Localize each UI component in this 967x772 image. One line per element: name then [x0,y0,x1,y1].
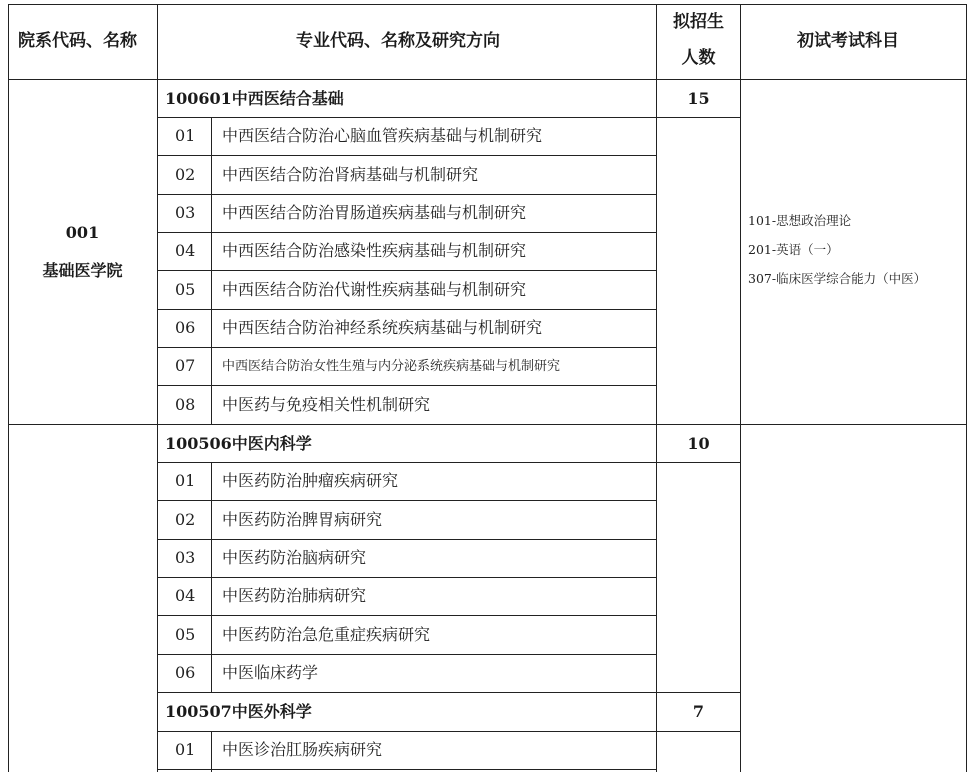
row-rule [157,769,656,770]
direction-code: 03 [175,548,196,567]
row-rule [157,117,740,118]
direction-name: 中医药防治急危重症疾病研究 [222,625,431,644]
direction-name: 中医药与免疫相关性机制研究 [222,395,431,414]
major-count: 10 [687,434,710,453]
direction-name: 中西医结合防治感染性疾病基础与机制研究 [222,241,527,260]
direction-code: 02 [175,165,196,184]
row-rule [157,462,740,463]
direction-code: 05 [175,280,196,299]
dept-code: 001 [65,223,100,242]
table-border-left [8,4,9,772]
direction-name: 中西医结合防治代谢性疾病基础与机制研究 [222,280,527,299]
row-rule [157,654,656,655]
major-count: 15 [687,89,710,108]
direction-name: 中医临床药学 [222,663,319,682]
row-rule [157,385,656,386]
row-rule [157,692,740,693]
major-title: 100507中医外科学 [165,702,312,721]
dept-section-rule [8,424,967,425]
direction-code: 06 [175,663,196,682]
row-rule [157,194,656,195]
col-divider-code-3 [211,731,212,772]
header-bottom-rule [8,79,967,80]
major-count: 7 [692,702,705,721]
direction-code: 01 [175,126,196,145]
row-rule [157,577,656,578]
direction-code: 06 [175,318,196,337]
col-divider-dept [157,4,158,772]
direction-code: 08 [175,395,196,414]
direction-code: 01 [175,471,196,490]
direction-name: 中西医结合防治心脑血管疾病基础与机制研究 [222,126,543,145]
row-rule [157,270,656,271]
col-divider-major [656,4,657,772]
direction-code: 02 [175,510,196,529]
major-title: 100601中西医结合基础 [165,89,344,108]
header-exam: 初试考试科目 [797,31,899,51]
header-dept: 院系代码、名称 [18,31,137,51]
table-border-top [8,4,967,5]
header-major: 专业代码、名称及研究方向 [296,31,500,51]
direction-code: 04 [175,586,196,605]
direction-name: 中西医结合防治女性生殖与内分泌系统疾病基础与机制研究 [222,359,561,374]
exam-subject: 307-临床医学综合能力（中医） [748,271,927,286]
row-rule [157,155,656,156]
row-rule [157,309,656,310]
direction-name: 中医药防治脑病研究 [222,548,367,567]
direction-name: 中西医结合防治胃肠道疾病基础与机制研究 [222,203,527,222]
header-count-line1: 拟招生 [673,12,724,32]
direction-code: 03 [175,203,196,222]
direction-name: 中医药防治肺病研究 [222,586,367,605]
direction-code: 05 [175,625,196,644]
header-count-line2: 人数 [681,48,716,68]
direction-code: 07 [175,356,196,375]
direction-name: 中医诊治肛肠疾病研究 [222,740,383,759]
direction-name: 中医药防治脾胃病研究 [222,510,383,529]
row-rule [157,347,656,348]
row-rule [157,539,656,540]
direction-code: 04 [175,241,196,260]
row-rule [157,232,656,233]
row-rule [157,500,656,501]
direction-name: 中西医结合防治肾病基础与机制研究 [222,165,479,184]
col-divider-count [740,4,741,772]
exam-subject: 101-思想政治理论 [748,213,852,228]
exam-subject: 201-英语（一） [748,242,839,257]
direction-code: 01 [175,740,196,759]
row-rule [157,615,656,616]
direction-name: 中医药防治肿瘤疾病研究 [222,471,399,490]
row-rule [157,731,740,732]
direction-name: 中西医结合防治神经系统疾病基础与机制研究 [222,318,543,337]
major-title: 100506中医内科学 [165,434,312,453]
dept-name: 基础医学院 [42,261,123,280]
